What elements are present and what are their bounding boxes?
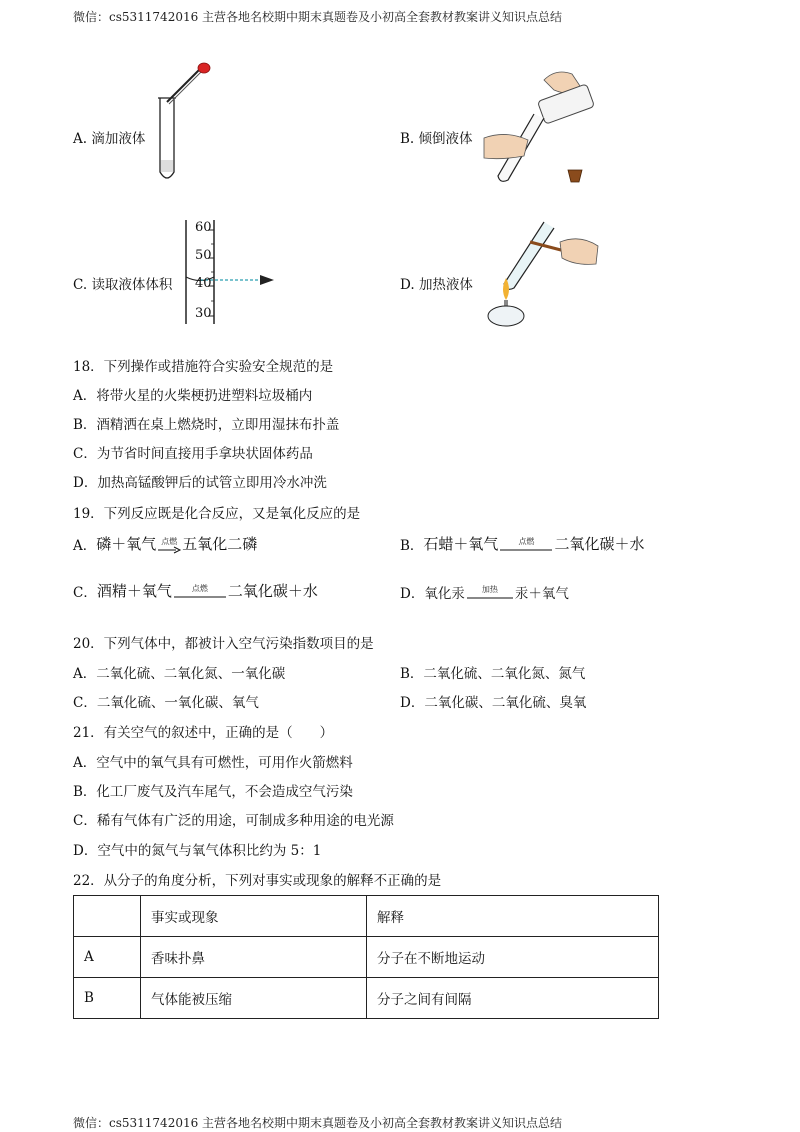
table-row	[74, 978, 659, 1019]
pouring-liquid-illustration	[484, 66, 604, 190]
arrow-icon	[467, 594, 513, 602]
tick-label-40: 40	[195, 276, 212, 291]
q18-stem: 18．下列操作或措施符合实验安全规范的是	[73, 359, 334, 375]
table-row	[74, 937, 659, 978]
table-cell: 分子在不断地运动	[367, 937, 659, 978]
q20-option-c: C．二氧化硫、一氧化碳、氧气	[73, 695, 259, 711]
q17-option-d: D. 加热液体	[400, 277, 473, 293]
q19-option-c: C． 酒精＋氧气 点燃 二氧化碳＋水	[73, 582, 318, 601]
q21-option-a: A．空气中的氧气具有可燃性，可用作火箭燃料	[73, 755, 353, 771]
q17-option-b: B. 倾倒液体	[400, 131, 473, 147]
q18-option-b: B．酒精洒在桌上燃烧时，立即用湿抹布扑盖	[73, 417, 340, 433]
table-cell: A	[74, 937, 141, 978]
q20-stem: 20．下列气体中，都被计入空气污染指数项目的是	[73, 636, 374, 652]
tick-label-50: 50	[195, 248, 212, 263]
table-header-cell: 解释	[367, 896, 659, 937]
q17-option-a: A. 滴加液体	[73, 131, 146, 147]
q19-stem: 19．下列反应既是化合反应，又是氧化反应的是	[73, 506, 361, 522]
table-cell: 气体能被压缩	[141, 978, 367, 1019]
q20-option-b: B．二氧化硫、二氧化氮、氮气	[400, 666, 586, 682]
q18-option-a: A．将带火星的火柴梗扔进塑料垃圾桶内	[73, 388, 313, 404]
tick-label-60: 60	[195, 220, 212, 235]
q20-option-a: A．二氧化硫、二氧化氮、一氧化碳	[73, 666, 286, 682]
q21-option-b: B．化工厂废气及汽车尾气，不会造成空气污染	[73, 784, 353, 800]
table-header-cell: 事实或现象	[141, 896, 367, 937]
reaction-arrow: 点燃	[158, 537, 180, 554]
table-cell: B	[74, 978, 141, 1019]
heating-liquid-illustration	[480, 216, 600, 332]
table-header-row	[74, 896, 659, 937]
arrow-icon	[174, 593, 226, 601]
q21-option-c: C．稀有气体有广泛的用途，可制成多种用途的电光源	[73, 813, 394, 829]
page-header: 微信：cs5311742016 主营各地名校期中期末真题卷及小初高全套教材教案讲义知识点总结	[73, 10, 563, 24]
q19-option-b: B． 石蜡＋氧气 点燃 二氧化碳＋水	[400, 535, 645, 554]
tick-label-30: 30	[195, 306, 212, 321]
q22-table	[73, 895, 659, 1019]
reaction-arrow: 加热	[467, 585, 513, 602]
reaction-arrow: 点燃	[500, 537, 552, 554]
q21-stem: 21．有关空气的叙述中，正确的是（ ）	[73, 725, 334, 741]
table-header-cell	[74, 896, 141, 937]
q20-option-d: D．二氧化碳、二氧化硫、臭氧	[400, 695, 587, 711]
q19-option-d: D． 氧化汞 加热 汞＋氧气	[400, 585, 569, 602]
table-cell: 香味扑鼻	[141, 937, 367, 978]
reaction-arrow: 点燃	[174, 584, 226, 601]
q17-option-c: C. 读取液体体积	[73, 277, 173, 293]
table-cell: 分子之间有间隔	[367, 978, 659, 1019]
q18-option-c: C．为节省时间直接用手拿块状固体药品	[73, 446, 313, 462]
q19-option-a: A． 磷＋氧气 点燃 五氧化二磷	[73, 535, 258, 554]
q18-option-d: D．加热高锰酸钾后的试管立即用冷水冲洗	[73, 475, 327, 491]
arrow-icon	[158, 546, 180, 554]
q22-stem: 22．从分子的角度分析，下列对事实或现象的解释不正确的是	[73, 873, 442, 889]
page-footer: 微信：cs5311742016 主营各地名校期中期末真题卷及小初高全套教材教案讲义知识点总结	[73, 1116, 563, 1130]
arrow-icon	[500, 546, 552, 554]
dropper-test-tube-illustration	[155, 60, 215, 188]
q21-option-d: D．空气中的氮气与氧气体积比约为 5：1	[73, 843, 322, 859]
